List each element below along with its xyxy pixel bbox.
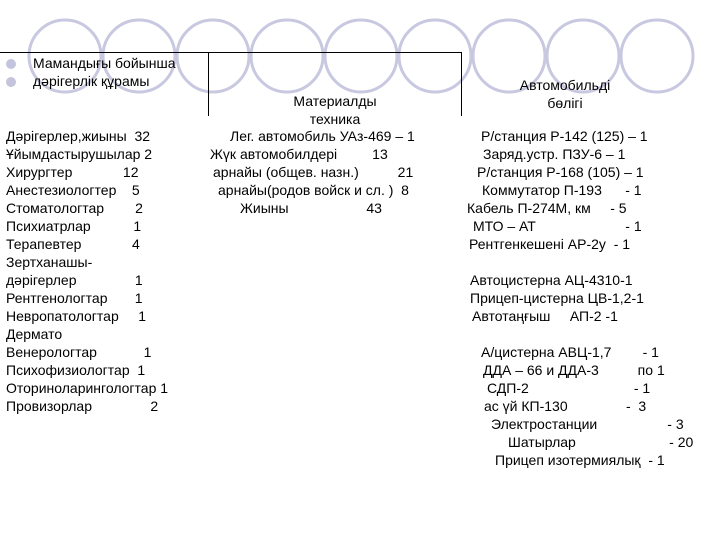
middle-heading: техника (309, 111, 361, 127)
equipment-item: МТО – АТ - 1 (473, 218, 642, 234)
staff-item: Анестезиологтер 5 (6, 182, 140, 198)
staff-item: Оториноларингологтар 1 (6, 380, 169, 396)
right-heading: Автомобильді (519, 77, 611, 93)
staff-item: Хирургтер 12 (6, 164, 139, 180)
staff-item: Зертханашы- (6, 254, 93, 270)
equipment-item: Прицеп-цистерна ЦВ-1,2-1 (470, 290, 644, 306)
equipment-item: Шатырлар - 20 (508, 434, 694, 450)
equipment-item: Электростанции - 3 (491, 416, 684, 432)
equipment-item: Р/станция Р-168 (105) – 1 (477, 164, 644, 180)
staff-item: Стоматологтар 2 (6, 200, 143, 216)
right-heading: бөлігі (547, 95, 583, 111)
top-divider (0, 52, 462, 53)
materiel-item: арнайы (общев. назн.) 21 (213, 164, 414, 180)
materiel-item: Лег. автомобиль УАз-469 – 1 (230, 128, 415, 144)
equipment-item: Р/станция Р-142 (125) – 1 (481, 128, 648, 144)
equipment-item: ас үй КП-130 - 3 (484, 398, 647, 414)
equipment-item: Автоцистерна АЦ-4310-1 (470, 272, 633, 288)
equipment-item: Прицеп изотермиялық - 1 (495, 452, 665, 468)
staff-item: Терапевтер 4 (6, 236, 140, 252)
bullet-dot-icon (6, 77, 16, 87)
bullet-dot-icon (6, 59, 16, 69)
staff-item: дәрігерлер 1 (6, 272, 143, 288)
equipment-item: СДП-2 - 1 (487, 380, 651, 396)
staff-item: Провизорлар 2 (6, 398, 159, 414)
column-divider-left (208, 52, 209, 116)
ring-circle (251, 20, 323, 92)
staff-item: Психиатрлар 1 (6, 218, 142, 234)
column-divider-right (461, 52, 462, 116)
bullet-text: Мамандығы бойынша (33, 55, 176, 71)
staff-item: Невропатологтар 1 (6, 308, 146, 324)
ring-circle (325, 20, 397, 92)
staff-item: Ұйымдастырушылар 2 (6, 146, 153, 162)
equipment-item: Автотаңғыш АП-2 -1 (472, 308, 618, 324)
staff-item: Рентгенологтар 1 (6, 290, 143, 306)
equipment-item: Кабель П-274М, км - 5 (467, 200, 627, 216)
staff-item: Психофизиологтар 1 (6, 362, 146, 378)
middle-heading: Материалды (293, 93, 377, 109)
equipment-item: Рентгенкешені АР-2у - 1 (469, 236, 631, 252)
equipment-item: Заряд.устр. ПЗУ-6 – 1 (483, 146, 626, 162)
ring-circle (621, 20, 693, 92)
equipment-item: А/цистерна АВЦ-1,7 - 1 (481, 344, 659, 360)
materiel-item: арнайы(родов войск и сл. ) 8 (218, 182, 409, 198)
materiel-item: Жиыны 43 (240, 200, 382, 216)
bullet-text: дәрігерлік құрамы (33, 73, 150, 89)
ring-circle (177, 20, 249, 92)
staff-item: Дәрігерлер,жиыны 32 (6, 128, 151, 144)
staff-item: Венерологтар 1 (6, 344, 152, 360)
materiel-item: Жүк автомобилдері 13 (210, 146, 388, 162)
staff-item: Дермато (6, 326, 63, 342)
equipment-item: ДДА – 66 и ДДА-3 по 1 (483, 362, 665, 378)
equipment-item: Коммутатор П-193 - 1 (482, 182, 642, 198)
